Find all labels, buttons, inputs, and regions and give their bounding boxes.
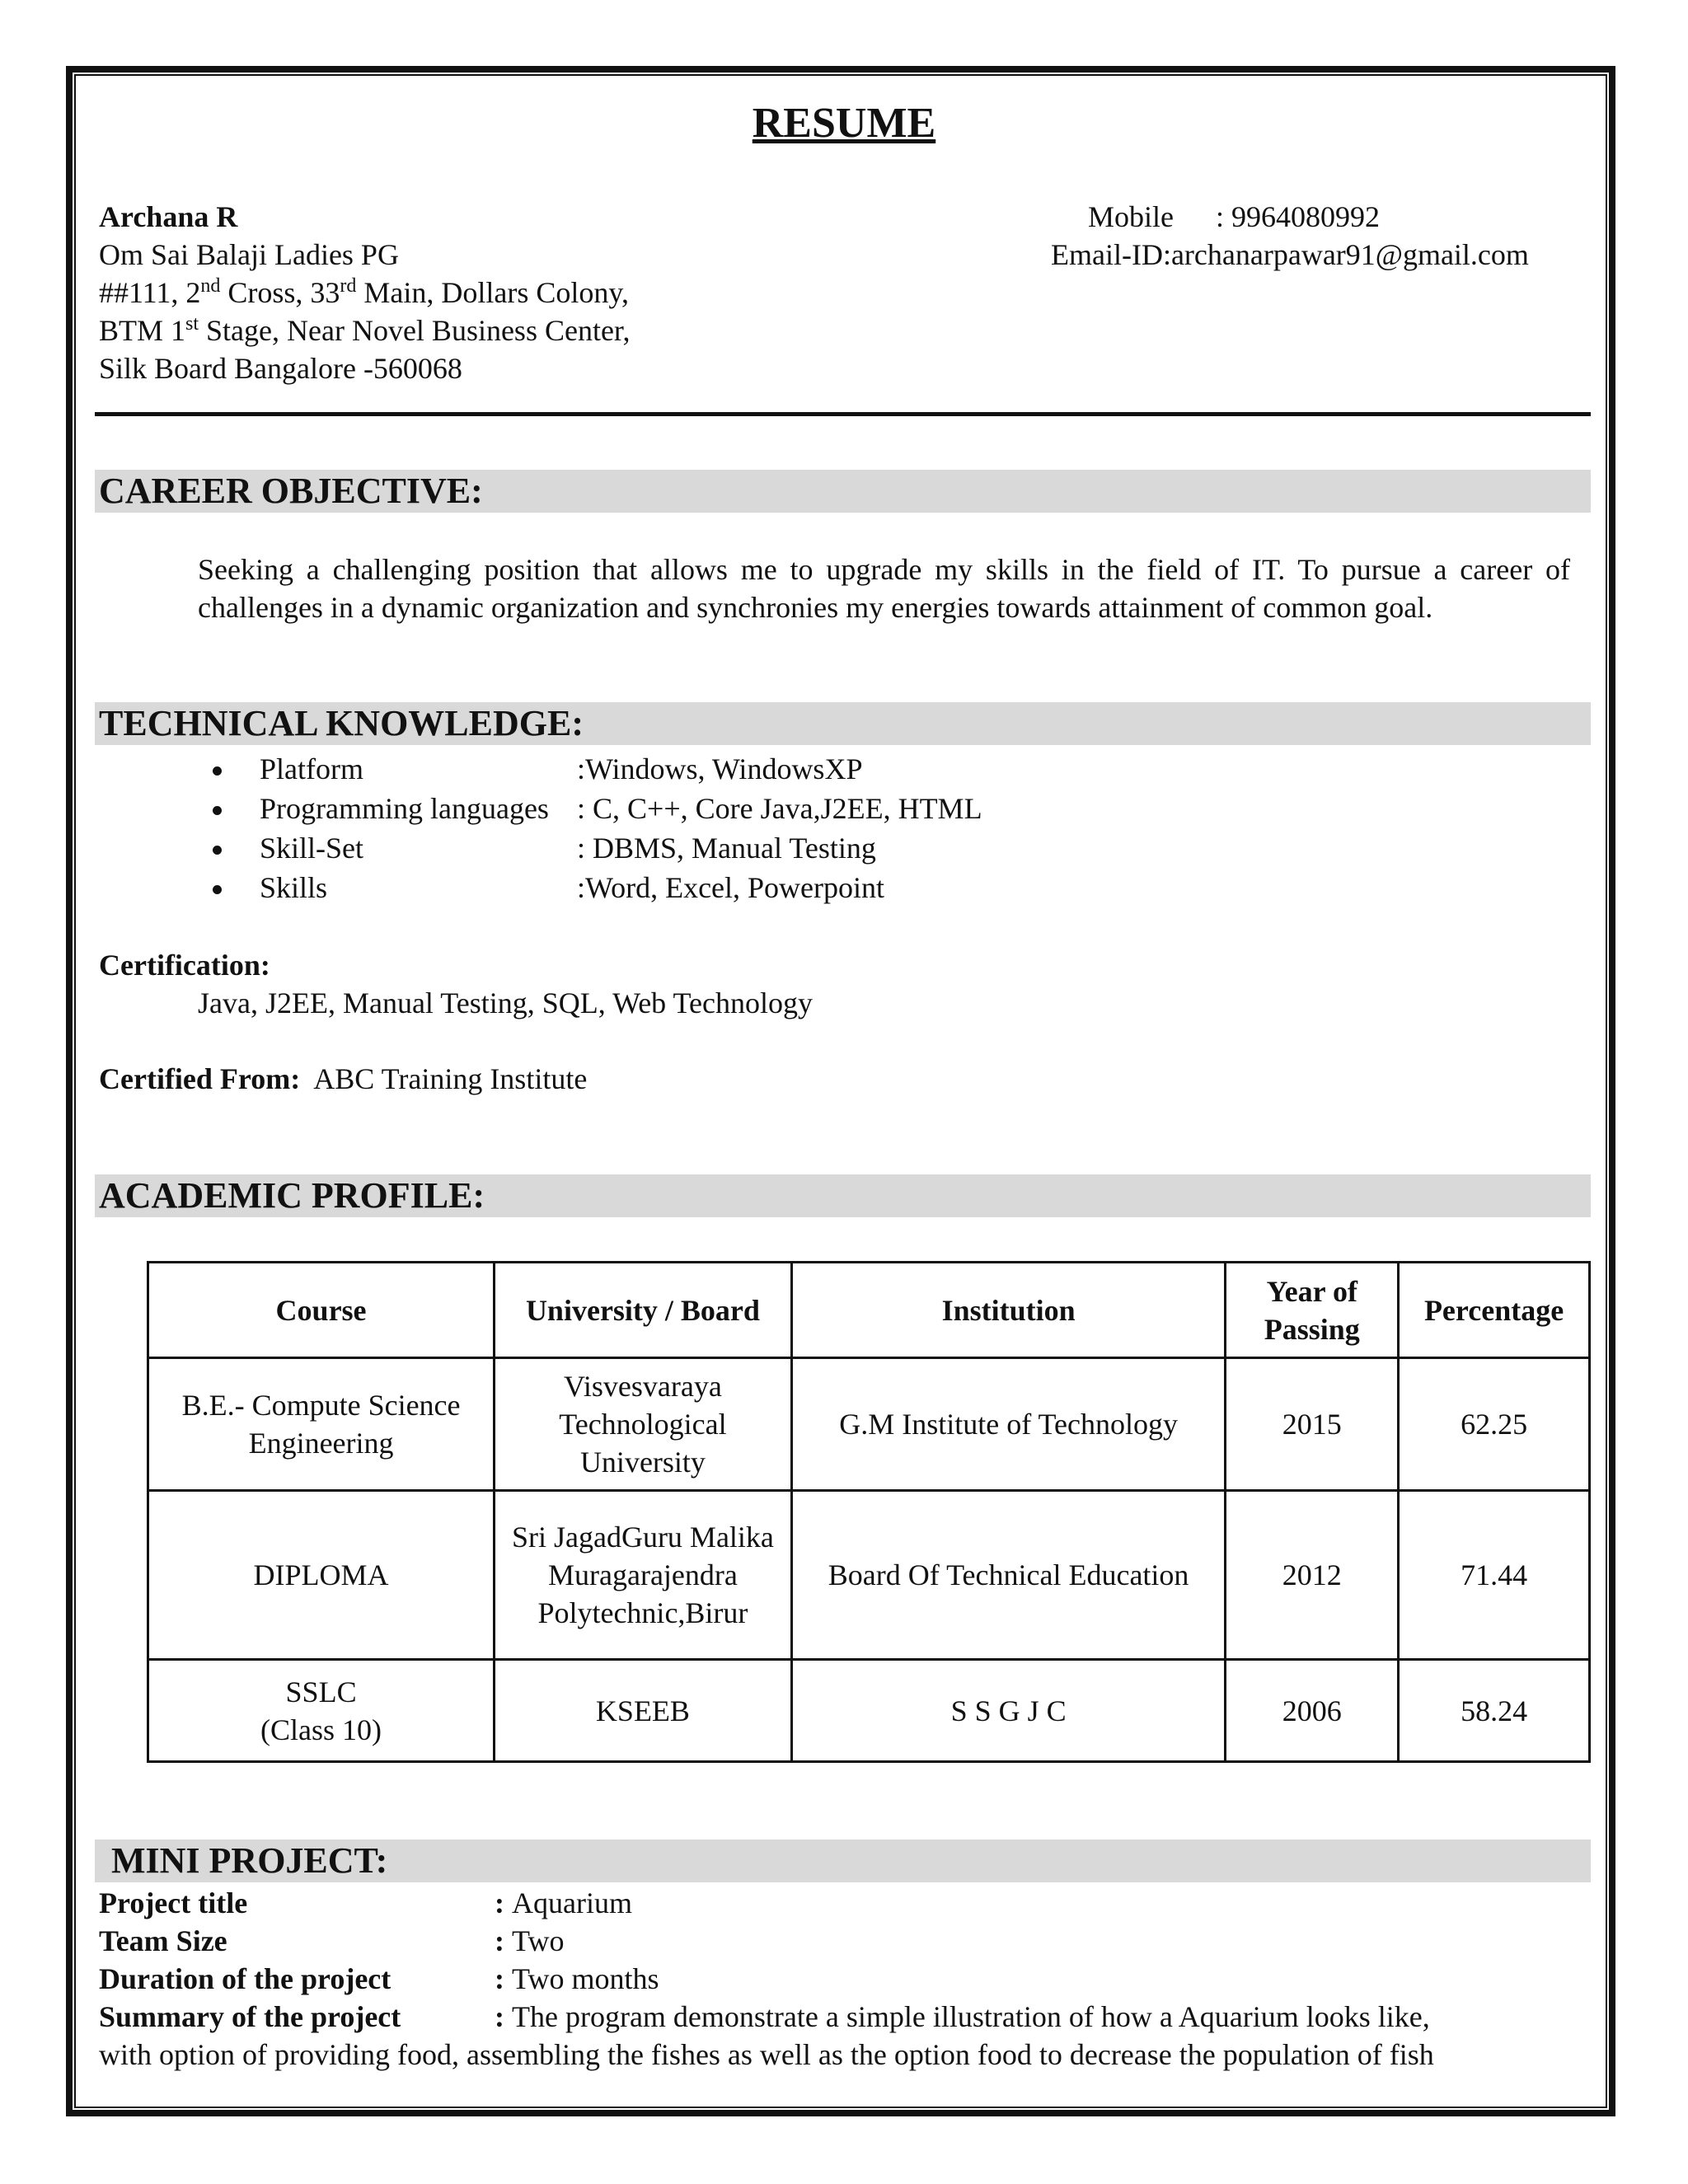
email: Email-ID:archanarpawar91@gmail.com: [1051, 238, 1529, 271]
bullet-icon: [213, 806, 222, 815]
duration-label: Duration of the project: [99, 1962, 392, 1995]
summary-continued: with option of providing food, assembling the fishes as well as the option food to decrease the population of fish: [99, 2038, 1434, 2071]
tech-label-skills: Skills: [260, 871, 328, 904]
career-heading: CAREER OBJECTIVE:: [99, 471, 483, 511]
summary-value: : The program demonstrate a simple illustration of how a Aquarium looks like,: [495, 2000, 1430, 2033]
career-text: Seeking a challenging position that allows me to upgrade my skills in the field of IT. To pursue a career of challenges in a dynamic organization and synchronies my energies towards attainment of common goal.: [198, 553, 1570, 624]
tech-value-skills: :Word, Excel, Powerpoint: [577, 871, 885, 904]
cell-percentage: 71.44: [1399, 1491, 1590, 1660]
cell-percentage: 58.24: [1399, 1660, 1590, 1762]
cell-percentage: 62.25: [1399, 1358, 1590, 1491]
address-line-4: Silk Board Bangalore -560068: [99, 352, 462, 385]
header-institution: Institution: [791, 1263, 1226, 1358]
address-line-2: ##111, 2nd Cross, 33rd Main, Dollars Colony,: [99, 275, 630, 309]
academic-heading: ACADEMIC PROFILE:: [99, 1175, 485, 1216]
certification-label: Certification:: [99, 949, 270, 982]
header-course: Course: [148, 1263, 495, 1358]
duration-value: : Two months: [495, 1962, 659, 1995]
cell-course: DIPLOMA: [148, 1491, 495, 1660]
team-size-value: : Two: [495, 1924, 565, 1957]
cell-university: KSEEB: [495, 1660, 792, 1762]
certification-value: Java, J2EE, Manual Testing, SQL, Web Technology: [198, 987, 813, 1019]
header-percentage: Percentage: [1399, 1263, 1590, 1358]
address-line-3: BTM 1st Stage, Near Novel Business Center,: [99, 313, 631, 347]
cell-year: 2012: [1226, 1491, 1399, 1660]
table-row: [148, 1491, 1590, 1660]
header-university: University / Board: [495, 1263, 792, 1358]
address-line-1: Om Sai Balaji Ladies PG: [99, 238, 399, 271]
table-row: [148, 1660, 1590, 1762]
candidate-name: Archana R: [99, 200, 238, 233]
cell-year: 2006: [1226, 1660, 1399, 1762]
cell-course: SSLC (Class 10): [148, 1660, 495, 1762]
project-title-label: Project title: [99, 1886, 248, 1919]
tech-label-platform: Platform: [260, 752, 363, 785]
cell-institution: Board Of Technical Education: [791, 1491, 1226, 1660]
certified-from: Certified From: ABC Training Institute: [99, 1062, 588, 1095]
resume-title: RESUME: [752, 100, 936, 147]
project-title-value: : Aquarium: [495, 1886, 632, 1919]
tech-value-platform: :Windows, WindowsXP: [577, 752, 863, 785]
mobile-value: : 9964080992: [1216, 200, 1381, 233]
team-size-label: Team Size: [99, 1924, 227, 1957]
cell-course: B.E.- Compute Science Engineering: [148, 1358, 495, 1491]
technical-heading: TECHNICAL KNOWLEDGE:: [99, 703, 584, 743]
table-header-row: [148, 1263, 1590, 1358]
summary-label: Summary of the project: [99, 2000, 401, 2033]
tech-value-skillset: : DBMS, Manual Testing: [577, 832, 876, 865]
project-heading: MINI PROJECT:: [111, 1840, 388, 1881]
cell-year: 2015: [1226, 1358, 1399, 1491]
tech-label-languages: Programming languages: [260, 792, 549, 825]
tech-label-skillset: Skill-Set: [260, 832, 364, 865]
cell-university: Sri JagadGuru Malika Muragarajendra Polytechnic,Birur: [495, 1491, 792, 1660]
cell-institution: S S G J C: [791, 1660, 1226, 1762]
header-year: Year of Passing: [1226, 1263, 1399, 1358]
bullet-icon: [213, 766, 222, 776]
academic-table: [147, 1261, 1591, 1763]
bullet-icon: [213, 846, 222, 855]
mobile-label: Mobile: [1088, 200, 1174, 233]
cell-university: Visvesvaraya Technological University: [495, 1358, 792, 1491]
cell-institution: G.M Institute of Technology: [791, 1358, 1226, 1491]
table-row: [148, 1358, 1590, 1491]
bullet-icon: [213, 885, 222, 894]
header-divider: [95, 412, 1591, 416]
tech-value-languages: : C, C++, Core Java,J2EE, HTML: [577, 792, 982, 825]
